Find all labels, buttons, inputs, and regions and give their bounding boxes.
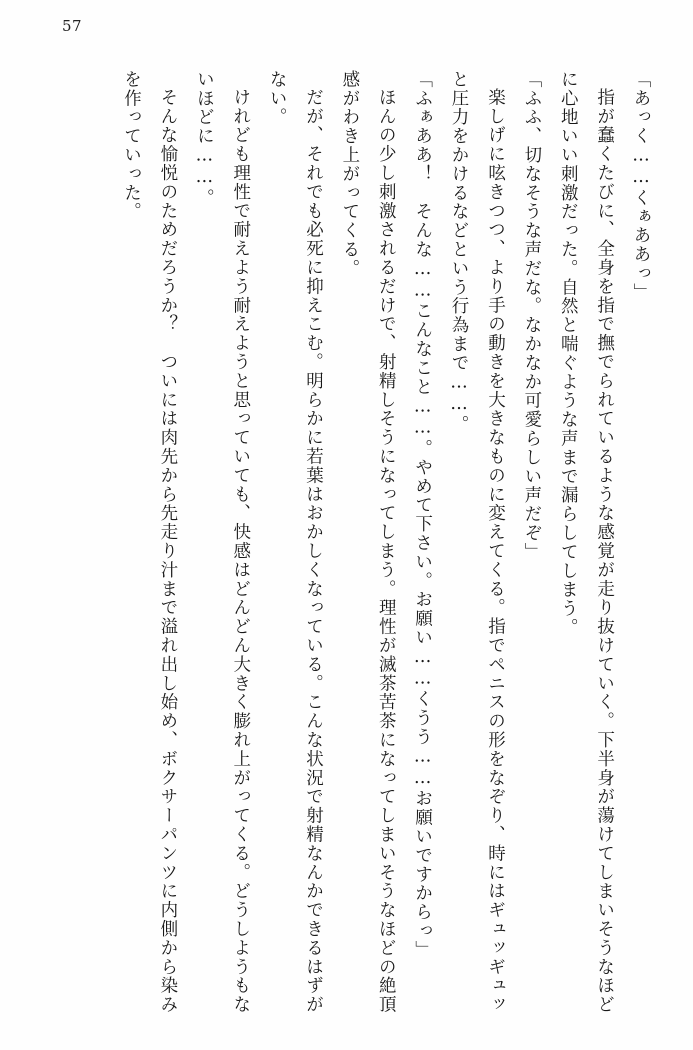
- paragraph: けれども理性で耐えよう耐えようと思っていても、快感はどんどん大きく膨れ上がってくる。どうしようもないほどに……。: [194, 70, 251, 1014]
- paragraph: 指が蠢くたびに、全身を指で撫でられているような感覚が走り抜けていく。下半身が蕩けてしまいそうなほどに心地いい刺激だった。自然と喘ぐような声まで漏らしてしまう。: [558, 70, 615, 1014]
- paragraph: ほんの少し刺激されるだけで、射精しそうになってしまう。理性が滅茶苦茶になってしまいそうなほどの絶頂感がわき上がってくる。: [339, 70, 397, 1014]
- paragraph: 楽しげに呟きつつ、より手の動きを大きなものに変えてくる。指でペニスの形をなぞり、時にはギュッギュッと圧力をかけるなどという行為まで……。: [449, 70, 506, 1014]
- paragraph: だが、それでも必死に抑えこむ。明らかに若葉はおかしくなっている。こんな状況で射精なんかできるはずがない。: [267, 70, 324, 1014]
- paragraph: 「ふふ、切なそうな声だな。なかなか可愛らしい声だぞ」: [521, 70, 542, 562]
- paragraph: 「ふぁああ！ そんな……こんなこと……。やめて下さい。お願い……くうう……お願いですからっ」: [412, 70, 433, 960]
- page-number: 57: [62, 17, 83, 35]
- body-text-column: [34, 70, 659, 1020]
- paragraph: 「あっく……くぁああっ」: [631, 70, 651, 302]
- paragraph: そんな愉悦のためだろうか？ ついには肉先から先走り汁まで溢れ出し始め、ボクサーパンツに内側から染みを作っていった。: [121, 70, 178, 1014]
